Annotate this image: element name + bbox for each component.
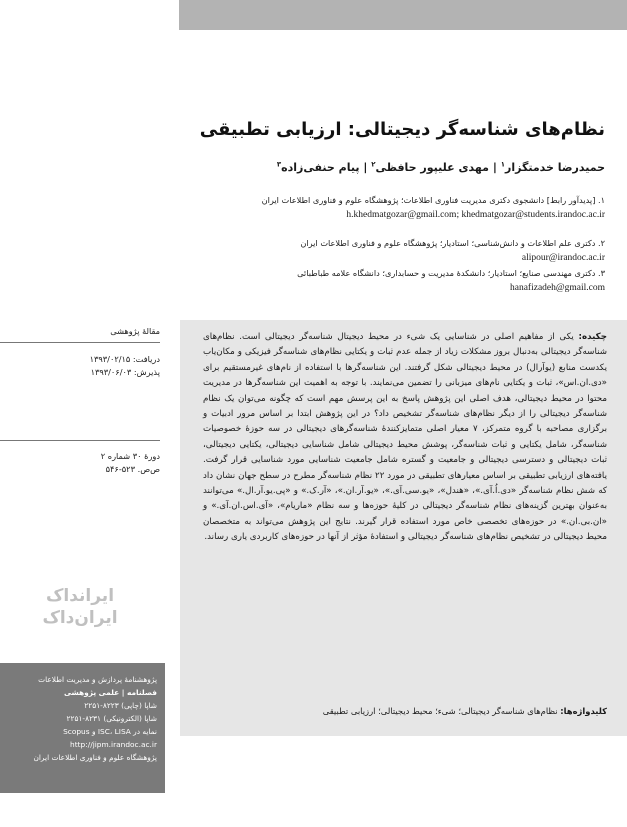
volume-issue: دورهٔ ۳۰ شماره ۲ [100,451,160,461]
irandoc-logo: ایرانداک ایران‌داک [42,586,118,628]
author-2: مهدی علیپور حافظی$^۲$ [371,160,489,174]
received-date: دریافت: ۱۳۹۳/۰۲/۱۵ [89,354,160,364]
issn-print: شاپا (چاپی) ۸۲۲۳-۲۲۵۱ [84,701,157,710]
affiliation-text: ۱. [پدیدآور رابط] دانشجوی دکتری مدیریت فناوری اطلاعات؛ پژوهشگاه علوم و فناوری اطلاعات ایران [261,195,605,205]
header-bar [179,0,627,30]
affiliation-text: ۳. دکتری مهندسی صنایع؛ استادیار؛ دانشکدهٔ مدیریت و حسابداری؛ دانشگاه علامه طباطبائی [297,268,605,278]
abstract-label: چکیده: [578,332,607,342]
page-range: ص‌ص. ۵۲۳-۵۴۶ [105,464,160,474]
author-separator: | [492,160,497,174]
affiliation-text: ۲. دکتری علم اطلاعات و دانش‌شناسی؛ استادیار؛ پژوهشگاه علوم و فناوری اطلاعات ایران [300,238,605,248]
affiliation-email[interactable]: h.khedmatgozar@gmail.com; khedmatgozar@students.irandoc.ac.ir [346,210,605,220]
journal-quarterly: فصلنامه | علمی پژوهشی [64,688,157,697]
abstract [203,330,607,546]
affiliation-1 [165,193,605,223]
affiliation-email[interactable]: hanafizadeh@gmail.com [510,283,605,293]
article-type: مقالهٔ پژوهشی [110,326,160,336]
keywords-label: کلیدواژه‌ها: [560,706,607,716]
divider [0,342,160,343]
keywords [203,706,607,716]
author-separator: | [363,160,368,174]
affiliation-3 [165,266,605,296]
journal-name: پژوهشنامهٔ پردازش و مدیریت اطلاعات [38,675,157,684]
journal-publisher: پژوهشگاه علوم و فناوری اطلاعات ایران [33,753,157,762]
journal-indexes: نمایه در ISC، LISA و Scopus [63,727,157,736]
affiliation-email[interactable]: alipour@irandoc.ac.ir [521,253,605,263]
divider [0,440,160,441]
affiliation-2 [165,236,605,266]
journal-url[interactable]: http://jipm.irandoc.ac.ir [70,740,157,749]
keywords-text: نظام‌های شناسه‌گر دیجیتالی؛ شیء؛ محیط دیجیتالی؛ ارزیابی تطبیقی [322,706,558,716]
volume-block [0,450,160,476]
dates-block [0,353,160,379]
author-3: پیام حنفی‌زاده$^۳$ [276,160,360,174]
journal-info-box [0,663,165,793]
paper-title: نظام‌های شناسه‌گر دیجیتالی: ارزیابی تطبیقی [199,119,605,140]
abstract-body: یکی از مفاهیم اصلی در شناسایی یک شیء در محیط دیجیتال شناسه‌گر دیجیتالی است. نظام‌های شناسه‌گر دیجیتالی به‌دنبال بروز مشکلات زیاد از جمله عدم ثبات و یکتایی نظام‌های شناسه‌گر فیزیکی و مکان‌یاب یکدست منابع (یوآرال) در محیط دیجیتالی شکل گرفتند. این شناسه‌گرها با استفاده از نام‌های غیرمستقیم برای «دی.ان.اس»، ثبات و یکتایی نام‌های میزبانی را تضمین می‌نمایند. با توجه به اهمیت این شناسه‌گرها در مدیریت محتوا در محیط دیجیتالی، هدف اصلی این پژوهش پاسخ به این پرسش مهم است که چگونه می‌توان یک نظام شناسه‌گر دیجیتالی را از دیگر نظام‌های شناسه‌گر تشخیص داد؟ در این پژوهش ابتدا بر اساس مرور ادبیات و برگزاری مصاحبه با گروه متمرکز، ۷ معیار اصلی متمایزکنندهٔ شناسه‌گرهای دیجیتالی در سه حوزهٔ خصوصیات شناسه‌گر، شامل یکتایی و ثبات شناسه‌گر، پوشش محیط دیجیتالی شامل شناسایی دیجیتالی، یکتایی دیجیتالی، ثبات دیجیتالی و دسترسی دیجیتالی و جامعیت و گستره شامل جامعیت شناسایی مورد شناسایی قرار گرفت. یافته‌های ارزیابی تطبیقی بر اساس معیارهای تطبیقی در مورد ۲۲ نظام شناسه‌گر مطرح در سطح جهان نشان داد که شش نظام شناسه‌گر «دی.اُ.آی.»، «هندل»، «یو.سی.آی.»، «یو.آر.ان.»، «آر.ک.» و «پی.یو.آر.ال.» می‌توانند به‌عنوان بهترین گزینه‌های نظام شناسه‌گر دیجیتالی در کلیهٔ حوزه‌ها و سه نظام «ماریام»، «آی.اس.ان.آی.» و «ان.بی.ان.» در حوزه‌های تخصصی خاص مورد استفاده قرار گیرند. نتایج این پژوهش می‌تواند به متخصصان محیط دیجیتالی در تشخیص نظام‌های شناسه‌گر دیجیتالی و استفادهٔ مؤثر از آنها در حوزه‌های کاربردی یاری رساند. [203,332,608,543]
accepted-date: پذیرش: ۱۳۹۳/۰۶/۰۳ [90,367,160,377]
issn-online: شاپا (الکترونیکی) ۸۲۳۱-۲۲۵۱ [66,714,157,723]
author-1: حمیدرضا خدمتگزار$^۱$ [500,160,605,174]
authors-line [165,160,605,174]
